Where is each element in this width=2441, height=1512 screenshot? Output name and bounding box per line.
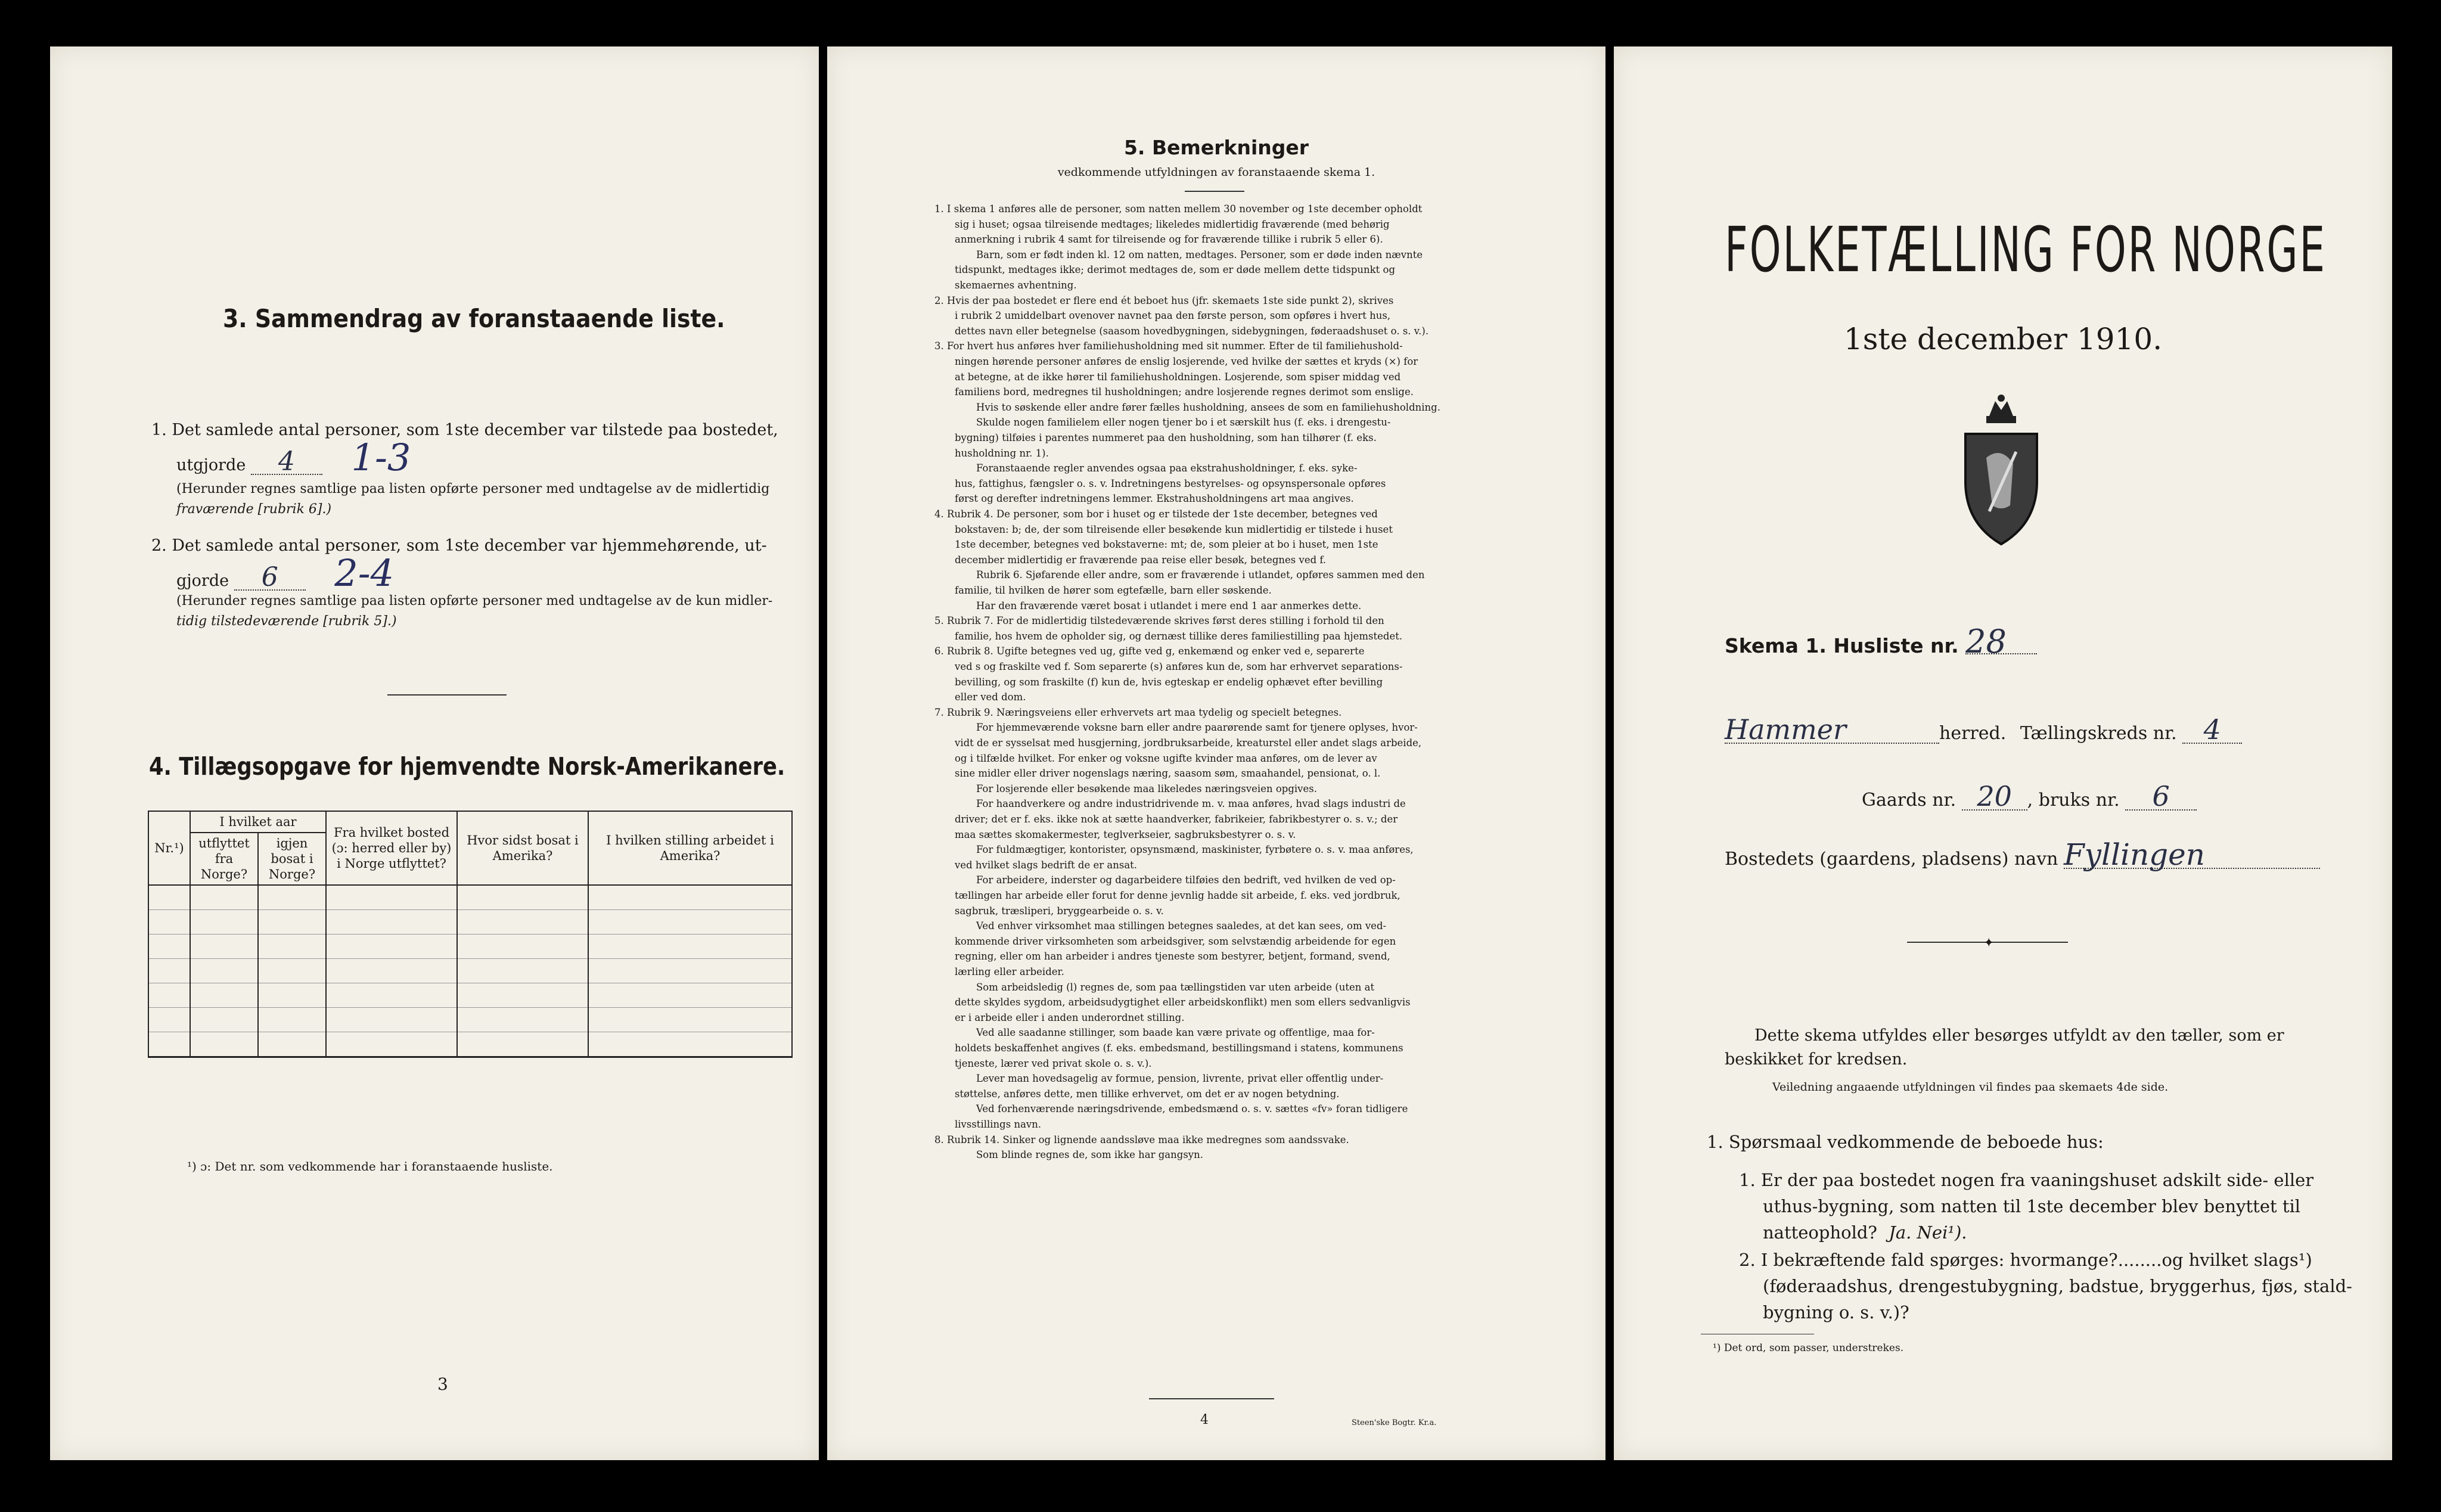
divider <box>1149 1398 1274 1399</box>
kreds-value: 4 <box>2182 716 2242 744</box>
gaards-label: Gaards nr. <box>1862 790 1956 811</box>
middle-page <box>827 46 1605 1460</box>
item1-prefix: utgjorde <box>176 456 246 474</box>
remark-line: Rubrik 6. Sjøfarende eller andre, som er fraværende i utlandet, opføres sammen med den <box>976 569 1425 581</box>
veiledning-note: Veiledning angaaende utfyldningen vil findes paa skemaets 4de side. <box>1772 1081 2169 1094</box>
bosted-line <box>1725 837 2320 873</box>
remark-line: Hvis to søskende eller andre fører fælles husholdning, ansees de som en familiehusholdning. <box>976 401 1440 413</box>
remark-line: 3. For hvert hus anføres hver familiehusholdning med sit nummer. Efter de til familiehushold- <box>934 340 1403 352</box>
remark-line: 6. Rubrik 8. Ugifte betegnes ved ug, gifte ved g, enkemænd og enker ved e, separerte <box>934 645 1365 657</box>
q2-line2: (føderaadshus, drengestubygning, badstue, bryggerhus, fjøs, stald- <box>1763 1276 2352 1296</box>
remark-line: 5. Rubrik 7. For de midlertidig tilstedeværende skrives først deres stilling i forhold til den <box>934 615 1384 627</box>
remark-line: Som arbeidsledig (l) regnes de, som paa tællingstiden var uten arbeide (uten at <box>976 981 1375 993</box>
herred-line <box>1725 713 2242 747</box>
remark-line: holdets beskaffenhet angives (f. eks. embedsmand, bestillingsmand i statens, kommunens <box>955 1042 1403 1054</box>
table-row <box>148 959 792 983</box>
section3-item2-text: 2. Det samlede antal personer, som 1ste december var hjemmehørende, ut- <box>151 536 767 555</box>
intro-line1: Dette skema utfyldes eller besørges utfyldt av den tæller, som er <box>1754 1026 2284 1045</box>
remarks-heading: 5. Bemerkninger <box>1123 136 1309 159</box>
table-row <box>148 1008 792 1032</box>
remark-line: For hjemmeværende voksne barn eller andre paarørende samt for tjenere oplyses, hvor- <box>976 722 1418 734</box>
herred-value: Hammer <box>1725 716 1939 744</box>
remark-line: ved s og fraskilte ved f. Som separerte (s) anføres kun de, som har erhvervet separations- <box>955 661 1403 672</box>
section3-heading: 3. Sammendrag av foranstaaende liste. <box>223 304 725 333</box>
remark-line: Lever man hovedsagelig av formue, pension, livrente, privat eller offentlig under- <box>976 1073 1384 1085</box>
right-footnote: ¹) Det ord, som passer, understrekes. <box>1713 1342 1904 1354</box>
remark-line: tællingen har arbeide eller forut for denne jevnlig hadde sit arbeide, f. eks. ved jordbruk, <box>955 890 1400 901</box>
remark-line: Barn, som er født inden kl. 12 om natten, medtages. Personer, som er døde inden nævnte <box>976 249 1423 260</box>
remark-line: er i arbeide eller i anden underordnet stilling. <box>955 1011 1185 1023</box>
remark-line: bevilling, og som fraskilte (f) kun de, hvis egteskap er endelig ophævet efter bevilling <box>955 676 1383 688</box>
q1-answer: Ja. Nei¹). <box>1889 1222 1967 1243</box>
remark-line: Skulde nogen familielem eller nogen tjener bo i et særskilt hus (f. eks. i drengestu- <box>976 417 1391 429</box>
page-number: 4 <box>1200 1412 1209 1427</box>
table-header-row-1 <box>148 811 792 833</box>
herred-label: herred. <box>1939 723 2007 744</box>
remark-line: familie, til hvilken de hører som egtefælle, barn eller søskende. <box>955 585 1272 596</box>
divider <box>1185 191 1244 192</box>
remark-line: først og derefter indretningens lemmer. Ekstrahusholdningens art maa angives. <box>955 493 1354 505</box>
norsk-amerikanere-table <box>148 811 793 1058</box>
remark-line: bokstaven: b; de, der som tilreisende eller besøkende kun midlertidig er tilstede i huset <box>955 523 1393 535</box>
remark-line: familiens bord, medregnes til husholdningen; andre losjerende regnes derimot som enslige. <box>955 386 1414 398</box>
col-nr: Nr.¹) <box>148 811 190 885</box>
remark-line: 2. Hvis der paa bostedet er flere end ét beboet hus (jfr. skemaets 1ste side punkt 2), skrives <box>934 294 1394 306</box>
bruks-value: 6 <box>2125 783 2197 811</box>
remark-line: Ved alle saadanne stillinger, som baade kan være private og offentlige, maa for- <box>976 1027 1375 1039</box>
remark-line: sagbruk, træsliperi, bryggearbeide o. s. v. <box>955 905 1164 917</box>
remark-line: For arbeidere, inderster og dagarbeidere tilføies den bedrift, ved hvilken de ved op- <box>976 874 1396 886</box>
remark-line: regning, eller om han arbeider i andres tjeneste som bestyrer, betjent, formand, svend, <box>955 951 1390 963</box>
remark-line: 8. Rubrik 14. Sinker og lignende aandssløve maa ikke medregnes som aandssvake. <box>934 1134 1349 1145</box>
section4-heading: 4. Tillægsopgave for hjemvendte Norsk-Amerikanere. <box>149 752 785 781</box>
item2-note-line2: tidig tilstedeværende [rubrik 5].) <box>176 614 397 629</box>
q1-line1: 1. Er der paa bostedet nogen fra vaaningshuset adskilt side- eller <box>1739 1170 2314 1190</box>
q1-line3 <box>1763 1219 1967 1246</box>
remark-line: 7. Rubrik 9. Næringsveiens eller erhvervets art maa tydelig og specielt betegnes. <box>934 706 1342 718</box>
kreds-label: Tællingskreds nr. <box>2020 723 2177 744</box>
remark-line: lærling eller arbeider. <box>955 966 1064 977</box>
bosted-value: Fyllingen <box>2064 842 2320 869</box>
remark-line: kommende driver virksomheten som arbeidsgiver, som selvstændig arbeidende for egen <box>955 935 1396 947</box>
remark-line: For haandverkere og andre industridrivende m. v. maa anføres, hvad slags industri de <box>976 798 1406 810</box>
item1-value: 4 <box>251 450 322 475</box>
gaards-value: 20 <box>1962 783 2027 811</box>
question-heading: 1. Spørsmaal vedkommende de beboede hus: <box>1707 1132 2104 1152</box>
remark-line: dette skyldes sygdom, arbeidsudygtighet eller arbeidskonflikt) men som ellers sedvanligvis <box>955 996 1411 1008</box>
col-fra: Fra hvilket bosted (ɔ: herred eller by) i Norge utflyttet? <box>326 811 457 885</box>
table-row <box>148 885 792 910</box>
section3-item2-answer <box>176 551 395 595</box>
document-title: FOLKETÆLLING FOR NORGE <box>1725 213 2327 286</box>
gaards-line <box>1862 780 2197 814</box>
bruks-label: , bruks nr. <box>2027 790 2120 811</box>
schema-line <box>1725 623 2037 660</box>
remark-line: sig i huset; ogsaa tilreisende medtages; likeledes midlertidig fraværende (med behørig <box>955 218 1390 230</box>
remark-line: anmerkning i rubrik 4 samt for tilreisende og for fraværende tillike i rubrik 5 eller 6). <box>955 234 1383 246</box>
right-page <box>1614 46 2392 1460</box>
q2-line1: 2. I bekræftende fald spørges: hvormange?........og hvilket slags¹) <box>1739 1250 2312 1270</box>
remark-line: tidspunkt, medtages ikke; derimot medtages de, som er døde mellem dette tidspunkt og <box>955 264 1396 276</box>
section3-item1-answer <box>176 436 411 479</box>
item1-note-line1: (Herunder regnes samtlige paa listen opførte personer med undtagelse av de midlertidig <box>176 482 770 496</box>
item2-annotation: 2-4 <box>334 551 395 595</box>
page-number: 3 <box>437 1374 448 1394</box>
remark-line: at betegne, at de ikke hører til familiehusholdningen. Losjerende, som spiser middag ved <box>955 371 1401 383</box>
remark-line: maa sættes skomakermester, teglverkseier, sagbruksbestyrer o. s. v. <box>955 828 1296 840</box>
ornament-icon: ✦ <box>1983 936 1995 951</box>
remark-line: vidt de er sysselsat med husgjerning, jordbruksarbeide, kreaturstel eller andet slags arbeide, <box>955 737 1422 749</box>
table-row <box>148 910 792 934</box>
remark-line: Foranstaaende regler anvendes ogsaa paa ekstrahusholdninger, f. eks. syke- <box>976 462 1358 474</box>
remark-line: 1ste december, betegnes ved bokstaverne: mt; de, som pleier at bo i huset, men 1ste <box>955 539 1378 551</box>
remark-line: familie, hos hvem de opholder sig, og dernæst tillike deres familiestilling paa hjemstedet. <box>955 630 1403 642</box>
intro-line2: beskikket for kredsen. <box>1725 1050 1908 1069</box>
schema-label: Skema 1. Husliste nr. <box>1725 634 1959 657</box>
remark-line: december midlertidig er fraværende paa reise eller besøk, betegnes ved f. <box>955 554 1327 566</box>
bosted-label: Bostedets (gaardens, pladsens) navn <box>1725 849 2058 870</box>
section3-item1-text: 1. Det samlede antal personer, som 1ste december var tilstede paa bostedet, <box>151 421 778 439</box>
remark-line: skemaernes avhentning. <box>955 280 1077 291</box>
remark-line: Som blinde regnes de, som ikke har gangsyn. <box>976 1149 1203 1161</box>
printer-mark: Steen'ske Bogtr. Kr.a. <box>1352 1418 1437 1427</box>
col-group-year: I hvilket aar <box>190 811 326 833</box>
col-utflyttet: utflyttet fra Norge? <box>190 833 258 885</box>
col-igjen: igjen bosat i Norge? <box>258 833 326 885</box>
item1-annotation: 1-3 <box>351 436 411 479</box>
remark-line: driver; det er f. eks. ikke nok at sætte haandverker, fabrikeier, fabrikbestyrer o. s. v.; der <box>955 814 1398 825</box>
husliste-nr: 28 <box>1965 631 2037 654</box>
q1-line2: uthus-bygning, som natten til 1ste december blev benyttet til <box>1763 1196 2301 1216</box>
remark-line: hus, fattighus, fængsler o. s. v. Indretningens bestyrelses- og opsynspersonale opføres <box>955 477 1386 489</box>
remark-line: Har den fraværende været bosat i utlandet i mere end 1 aar anmerkes dette. <box>976 600 1362 611</box>
col-hvor: Hvor sidst bosat i Amerika? <box>457 811 588 885</box>
q2-line3: bygning o. s. v.)? <box>1763 1302 1909 1322</box>
remark-line: bygning) tilføies i parentes nummeret paa den husholdning, som han tilhører (f. eks. <box>955 432 1377 443</box>
item1-note-line2: fraværende [rubrik 6].) <box>176 502 332 517</box>
item2-note-line1: (Herunder regnes samtlige paa listen opførte personer med undtagelse av de kun midler- <box>176 594 773 608</box>
remark-line: 1. I skema 1 anføres alle de personer, som natten mellem 30 november og 1ste december opholdt <box>934 203 1423 215</box>
table-row <box>148 934 792 959</box>
remark-line: sine midler eller driver nogenslags næring, saasom søm, smaahandel, pensionat, o. l. <box>955 768 1381 780</box>
remark-line: eller ved dom. <box>955 691 1026 703</box>
item2-prefix: gjorde <box>176 572 229 590</box>
remark-line: ningen hørende personer anføres de enslig losjerende, ved hvilke der sættes et kryds (×) for <box>955 356 1418 367</box>
col-stilling: I hvilken stilling arbeidet i Amerika? <box>588 811 792 885</box>
remark-line: tjeneste, lærer ved privat skole o. s. v.). <box>955 1057 1152 1069</box>
remark-line: For fuldmægtiger, kontorister, opsynsmænd, maskinister, fyrbøtere o. s. v. maa anføres, <box>976 844 1414 856</box>
left-page <box>50 46 819 1460</box>
item2-value: 6 <box>234 566 306 591</box>
norway-coat-of-arms-icon <box>1954 392 2049 547</box>
remark-line: For losjerende eller besøkende maa likeledes næringsveien opgives. <box>976 783 1317 794</box>
remark-line: 4. Rubrik 4. De personer, som bor i huset og er tilstede der 1ste december, betegnes ved <box>934 508 1378 520</box>
table-row <box>148 1032 792 1057</box>
remark-line: støttelse, anføres dette, men tillike erhvervet, om det er av nogen betydning. <box>955 1088 1340 1100</box>
remark-line: husholdning nr. 1). <box>955 447 1049 459</box>
q1-line3-text: natteophold? <box>1763 1222 1877 1243</box>
section4-footnote: ¹) ɔ: Det nr. som vedkommende har i foranstaaende husliste. <box>187 1159 553 1173</box>
remark-line: og i tilfælde hvilket. For enker og voksne ugifte kvinder maa anføres, om de lever av <box>955 752 1377 764</box>
table-row <box>148 983 792 1008</box>
remarks-subheading: vedkommende utfyldningen av foranstaaende skema 1. <box>1057 166 1375 179</box>
remark-line: Ved enhver virksomhet maa stillingen betegnes saaledes, at det kan sees, om ved- <box>976 920 1387 932</box>
remark-line: livsstillings navn. <box>955 1119 1042 1130</box>
divider <box>387 694 507 696</box>
remark-line: i rubrik 2 umiddelbart ovenover navnet paa den første person, som opføres i hvert hus, <box>955 310 1391 322</box>
remark-line: dettes navn eller betegnelse (saasom hovedbygningen, sidebygningen, føderaadshuset o. s. v.). <box>955 325 1429 337</box>
census-date: 1ste december 1910. <box>1843 322 2163 356</box>
remark-line: ved hvilket slags bedrift de er ansat. <box>955 859 1138 871</box>
remark-line: Ved forhenværende næringsdrivende, embedsmænd o. s. v. sættes «fv» foran tidligere <box>976 1103 1408 1115</box>
